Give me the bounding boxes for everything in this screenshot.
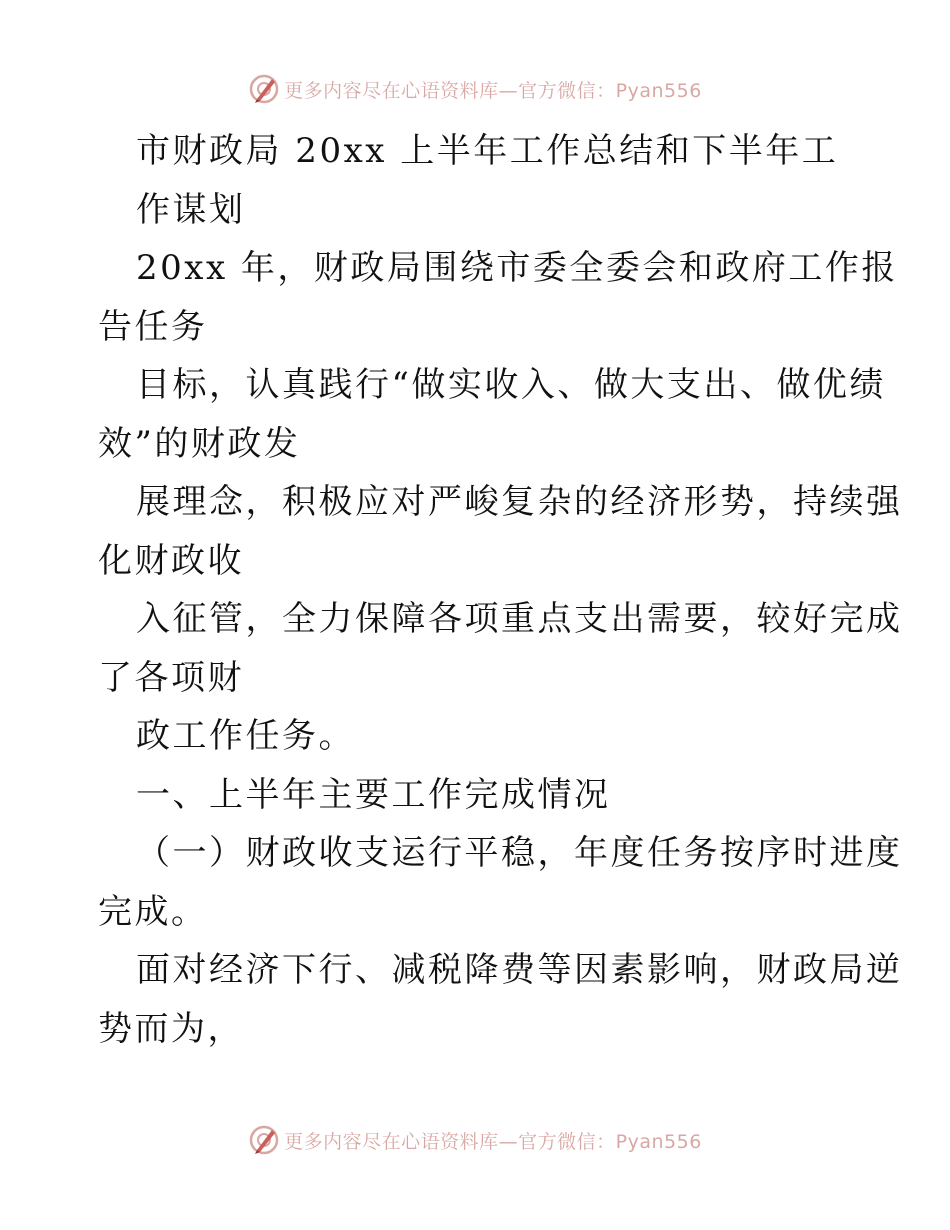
text-line: （一）财政收支运行平稳，年度任务按序时进度 bbox=[136, 833, 903, 873]
text-line: 目标，认真践行“做实收入、做大支出、做优绩 bbox=[136, 365, 886, 405]
banner-text: 更多内容尽在心语资料库—官方微信：Pyan556 bbox=[284, 1130, 702, 1153]
pen-logo-icon bbox=[248, 1124, 280, 1156]
banner-text: 更多内容尽在心语资料库—官方微信：Pyan556 bbox=[284, 79, 702, 102]
text-line: 势而为， bbox=[98, 1008, 244, 1049]
text-line: 面对经济下行、减税降费等因素影响，财政局逆 bbox=[136, 950, 903, 990]
header-banner bbox=[0, 71, 950, 107]
footer-banner bbox=[0, 1122, 950, 1158]
text-line: 入征管，全力保障各项重点支出需要，较好完成 bbox=[136, 599, 903, 639]
text-line: 效”的财政发 bbox=[98, 423, 301, 464]
pen-logo-icon bbox=[248, 73, 280, 105]
document-body bbox=[98, 122, 903, 1058]
text-line: 了各项财 bbox=[98, 657, 244, 698]
text-line: 告任务 bbox=[98, 306, 208, 347]
text-line: 展理念，积极应对严峻复杂的经济形势，持续强 bbox=[136, 482, 903, 522]
text-line: 作谋划 bbox=[136, 189, 246, 230]
text-line: 一、上半年主要工作完成情况 bbox=[136, 774, 611, 815]
text-line: 20xx 年，财政局围绕市委全委会和政府工作报 bbox=[136, 248, 898, 288]
text-line: 化财政收 bbox=[98, 540, 244, 581]
text-line: 政工作任务。 bbox=[136, 716, 355, 756]
text-line: 市财政局 20xx 上半年工作总结和下半年工 bbox=[136, 131, 839, 171]
text-line: 完成。 bbox=[98, 891, 208, 932]
